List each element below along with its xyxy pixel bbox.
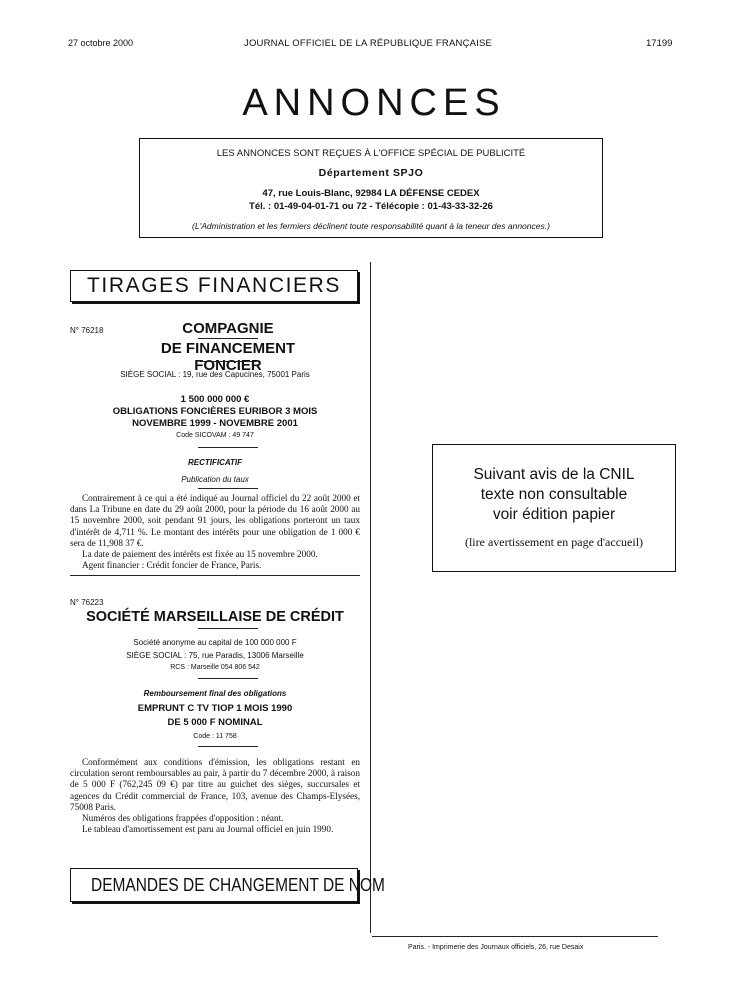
- annonce2-rule-2: [198, 678, 258, 679]
- annonce1-company-line2: DE FINANCEMENT FONCIER: [160, 340, 296, 374]
- annonce2-para2: Numéros des obligations frappées d'opposition : néant.: [82, 813, 284, 824]
- section-demandes-label: DEMANDES DE CHANGEMENT DE NOM: [91, 875, 385, 895]
- annonce1-code: Code SICOVAM : 49 747: [176, 432, 254, 439]
- annonce2-title2: EMPRUNT C TV TIOP 1 MOIS 1990: [137, 703, 293, 714]
- notice-disclaimer: (L'Administration et les fermiers déclinent toute responsabilité quant à la teneur des annonces.): [192, 221, 550, 231]
- annonce2-rule-1: [198, 628, 258, 629]
- annonce1-subtitle: Publication du taux: [181, 475, 249, 484]
- annonce1-amount: 1 500 000 000 €: [180, 394, 250, 405]
- annonce1-rectificatif: RECTIFICATIF: [187, 458, 243, 467]
- annonce1-body: [70, 493, 360, 571]
- section-demandes-changement-nom: [70, 868, 385, 902]
- notice-address: 47, rue Louis-Blanc, 92984 LA DÉFENSE CEDEX: [262, 188, 480, 199]
- annonce2-body: [70, 757, 360, 835]
- annonce-separator: [70, 575, 360, 576]
- footer-rule: [372, 936, 658, 937]
- annonce1-rule-3: [198, 488, 258, 489]
- notice-box: [139, 138, 603, 238]
- annonce1-number: N° 76218: [70, 326, 104, 335]
- annonce2-title1: Remboursement final des obligations: [143, 689, 287, 698]
- annonce2-para1: Conformément aux conditions d'émission, les obligations restant en circulation seront remboursables au pair, à partir du 7 décembre 2000, à raison de 5 000 F (762,245 09 €) par titre au guichet des sièges, succursales et agences du Crédit commercial de France, 103, avenue des Champs-Elysées, 75008 Paris.: [70, 757, 360, 812]
- annonce2-rule-3: [198, 746, 258, 747]
- cnil-line1: Suivant avis de la CNIL: [473, 466, 635, 483]
- annonce2-para3: Le tableau d'amortissement est paru au Journal officiel en juin 1990.: [82, 824, 334, 835]
- annonce1-bond-line1: OBLIGATIONS FONCIÈRES EURIBOR 3 MOIS: [112, 406, 318, 417]
- section-tirages-label: TIRAGES FINANCIERS: [87, 274, 341, 297]
- header-page-number: 17199: [646, 38, 673, 49]
- column-divider: [370, 262, 371, 933]
- header-journal-title: JOURNAL OFFICIEL DE LA RÉPUBLIQUE FRANÇAISE: [244, 38, 493, 49]
- section-tirages-financiers: [70, 270, 358, 302]
- annonce2-capital: Société anonyme au capital de 100 000 000 F: [133, 638, 297, 647]
- notice-reception-line: LES ANNONCES SONT REÇUES À L'OFFICE SPÉCIAL DE PUBLICITÉ: [216, 148, 526, 159]
- annonce2-rcs: RCS : Marseille 054 806 542: [170, 664, 260, 671]
- annonce1-para1: Contrairement à ce qui a été indiqué au Journal officiel du 22 août 2000 et dans La Tribune en date du 29 août 2000, pour la période du 16 août 2000 au 15 novembre 2000, soit pendant 91 jours, les obligations porteront un taux d'intérêt de 4,711 %. Le montant des intérêts pour une obligation de 1 000 € sera de 11,908 37 €.: [70, 493, 360, 548]
- annonce1-company-rule: [198, 338, 258, 339]
- header-date: 27 octobre 2000: [68, 38, 134, 48]
- annonce1-rule-2: [198, 447, 258, 448]
- cnil-line2: texte non consultable: [480, 486, 628, 503]
- annonce1-rule-1: [200, 361, 256, 362]
- annonce1-para2: La date de paiement des intérêts est fixée au 15 novembre 2000.: [82, 549, 318, 560]
- annonce2-siege: SIÈGE SOCIAL : 75, rue Paradis, 13006 Marseille: [126, 651, 304, 660]
- annonce2-title3: DE 5 000 F NOMINAL: [167, 717, 263, 728]
- annonce1-company-line1: COMPAGNIE: [182, 320, 274, 337]
- annonce1-bond-line2: NOVEMBRE 1999 - NOVEMBRE 2001: [132, 418, 298, 429]
- page-title: ANNONCES: [242, 82, 506, 124]
- cnil-notice-box: [432, 444, 676, 572]
- annonce2-number: N° 76223: [70, 598, 104, 607]
- annonce1-siege: SIÈGE SOCIAL : 19, rue des Capucines, 75001 Paris: [120, 370, 310, 379]
- notice-phone: Tél. : 01-49-04-01-71 ou 72 - Télécopie : 01-43-33-32-26: [249, 201, 493, 212]
- cnil-line4: (lire avertissement en page d'accueil): [464, 535, 644, 549]
- annonce2-company: SOCIÉTÉ MARSEILLAISE DE CRÉDIT: [86, 609, 344, 625]
- annonce1-para3: Agent financier : Crédit foncier de France, Paris.: [82, 560, 262, 571]
- notice-department: Département SPJO: [318, 167, 424, 179]
- cnil-line3: voir édition papier: [492, 506, 616, 523]
- annonce2-code: Code : 11 758: [193, 733, 237, 740]
- footer-imprint: Paris. - Imprimerie des Journaux officiels, 26, rue Desaix: [408, 944, 584, 951]
